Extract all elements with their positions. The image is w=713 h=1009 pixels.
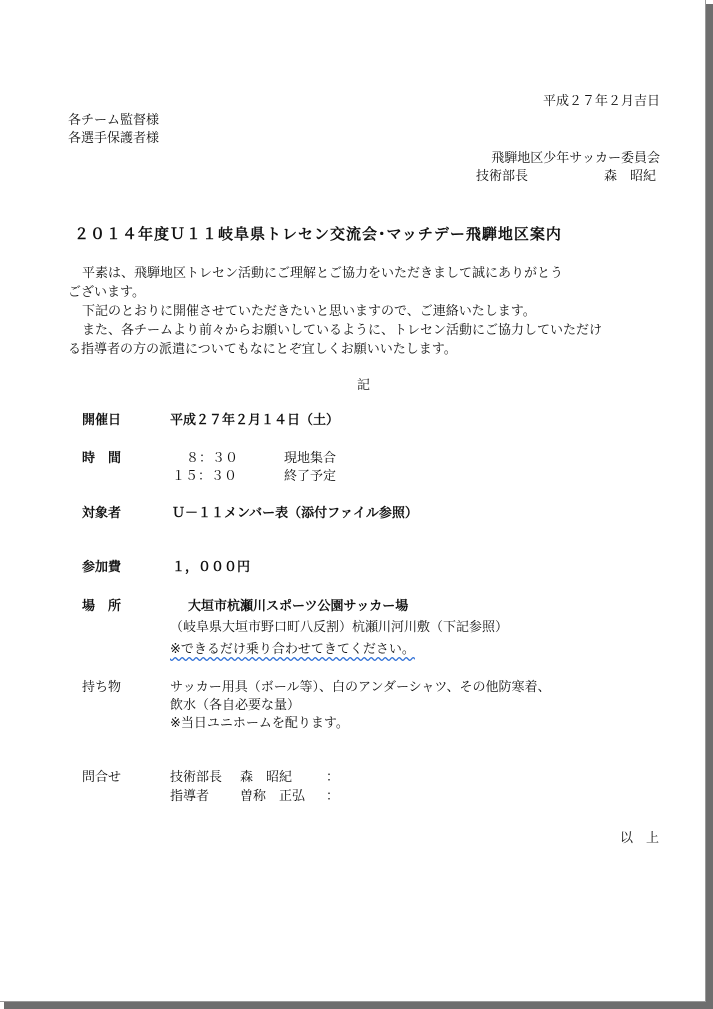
items-line: サッカー用具（ボール等）、白のアンダーシャツ、その他防寒着、 (170, 680, 551, 695)
fee-value: １，０００円 (172, 560, 251, 575)
items-line: 飲水（各自必要な量） (170, 698, 301, 713)
target-value: Ｕ－１１メンバー表（添付ファイル参照） (172, 506, 418, 521)
sender-role: 技術部長 (476, 169, 529, 184)
date-value: 平成２７年２月１４日（土） (170, 413, 340, 428)
end-time: １５：３０ (172, 469, 238, 484)
body-line: 下記のとおりに開催させていただきたいと思いますので、ご連絡いたします。 (82, 304, 536, 319)
body-line: ございます。 (68, 285, 145, 300)
body-line: 平素は、飛騨地区トレセン活動にご理解とご協力をいただきまして誠にありがとう (82, 266, 564, 281)
contact-role: 技術部長 (170, 770, 223, 785)
body-line: る指導者の方の派遣についてもなにとぞ宜しくお願いいたします。 (68, 342, 457, 357)
sender-organization: 飛騨地区少年サッカー委員会 (491, 151, 660, 166)
contact-colon: ： (326, 789, 340, 804)
place-address: （岐阜県大垣市野口町八反割）杭瀬川河川敷（下記参照） (170, 620, 509, 635)
sender-name: 森 昭紀 (604, 169, 657, 184)
recipient-line: 各選手保護者様 (68, 131, 160, 146)
recipient-line: 各チーム監督様 (68, 113, 160, 128)
contact-name: 森 昭紀 (240, 770, 293, 785)
time-label: 時 間 (82, 451, 122, 466)
end-time-note: 終了予定 (284, 469, 337, 484)
place-name: 大垣市杭瀬川スポーツ公園サッカー場 (188, 599, 409, 614)
contact-colon: ： (326, 770, 340, 785)
start-time: ８：３０ (186, 451, 239, 466)
date-label: 開催日 (82, 413, 122, 428)
items-line: ※当日ユニホームを配ります。 (170, 716, 349, 731)
items-label: 持ち物 (82, 680, 122, 695)
document-title: ２０１４年度Ｕ１１岐阜県トレセン交流会･マッチデー飛騨地区案内 (74, 225, 562, 243)
document-date: 平成２７年２月吉日 (542, 94, 660, 109)
page-shadow-right (706, 4, 713, 1009)
closing-text: 以 上 (620, 831, 660, 846)
ki-heading: 記 (357, 378, 371, 393)
contact-label: 問合せ (82, 770, 122, 785)
place-label: 場 所 (82, 599, 122, 614)
contact-name: 曽称 正弘 (240, 789, 306, 804)
page-shadow-bottom (4, 1002, 713, 1009)
carpool-note: ※できるだけ乗り合わせてきてください。 (170, 642, 415, 657)
start-time-note: 現地集合 (284, 451, 337, 466)
body-line: また、各チームより前々からお願いしているように、トレセン活動にご協力していただけ (82, 323, 603, 338)
target-label: 対象者 (82, 506, 122, 521)
contact-role: 指導者 (170, 789, 210, 804)
fee-label: 参加費 (82, 560, 122, 575)
